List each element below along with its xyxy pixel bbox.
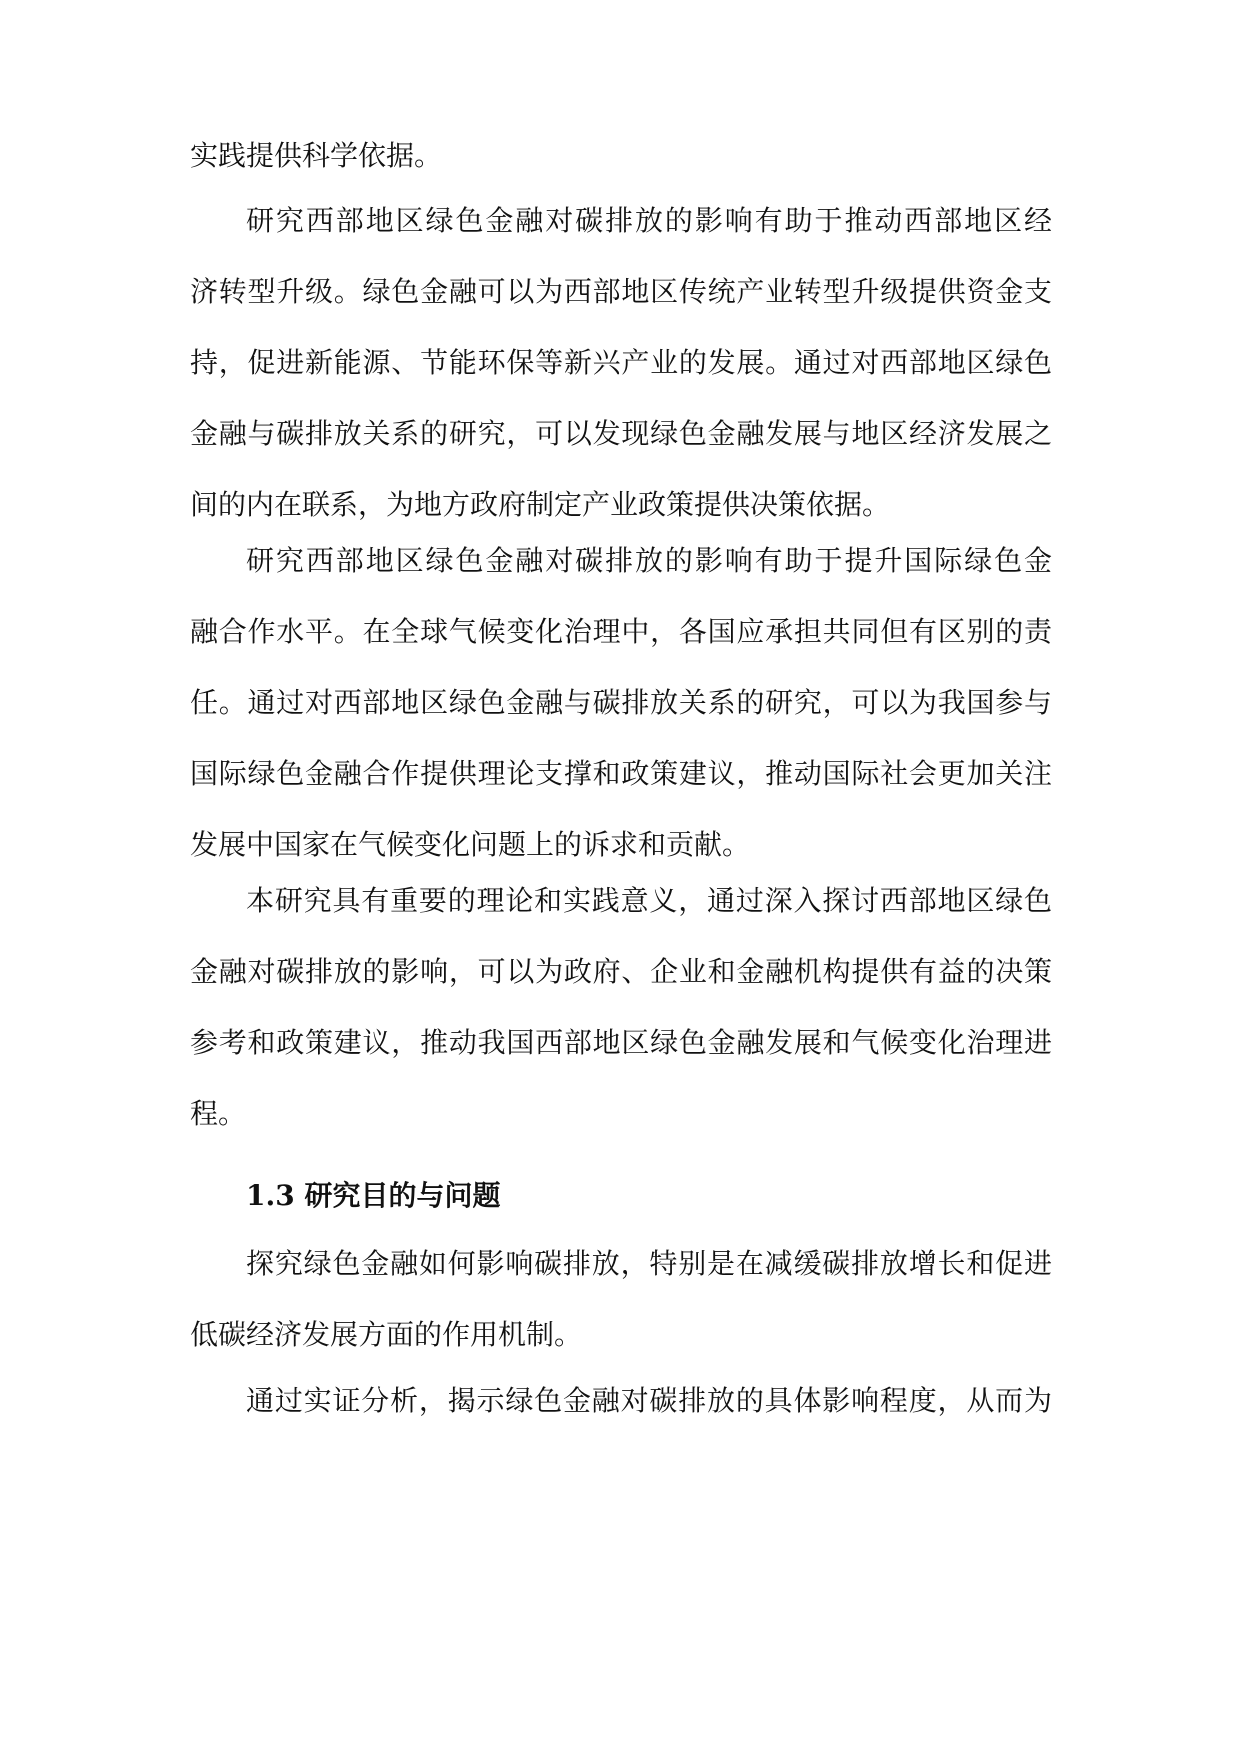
text-line: 金融与碳排放关系的研究，可以发现绿色金融发展与地区经济发展之 <box>190 417 1052 450</box>
paragraph-significance <box>190 865 1052 1149</box>
paragraph-international-cooperation <box>190 525 1052 880</box>
paragraph-research-purpose <box>190 1228 1052 1370</box>
section-heading: 1.3 研究目的与问题 <box>246 1179 501 1212</box>
text-line: 程。 <box>190 1097 247 1130</box>
text-line: 持，促进新能源、节能环保等新兴产业的发展。通过对西部地区绿色 <box>190 346 1052 379</box>
text-line: 低碳经济发展方面的作用机制。 <box>190 1318 583 1351</box>
paragraph-empirical-analysis <box>190 1365 1052 1436</box>
paragraph-continuation <box>190 120 1052 191</box>
paragraph-economic-transition <box>190 185 1052 540</box>
text-line: 融合作水平。在全球气候变化治理中，各国应承担共同但有区别的责 <box>190 615 1052 648</box>
text-line: 探究绿色金融如何影响碳排放，特别是在减缓碳排放增长和促进 <box>246 1247 1052 1280</box>
text-line: 发展中国家在气候变化问题上的诉求和贡献。 <box>190 828 751 861</box>
text-line: 任。通过对西部地区绿色金融与碳排放关系的研究，可以为我国参与 <box>190 686 1052 719</box>
text-line: 实践提供科学依据。 <box>190 139 443 172</box>
text-line: 研究西部地区绿色金融对碳排放的影响有助于推动西部地区经 <box>246 204 1052 237</box>
text-line: 间的内在联系，为地方政府制定产业政策提供决策依据。 <box>190 488 891 521</box>
text-line: 研究西部地区绿色金融对碳排放的影响有助于提升国际绿色金 <box>246 544 1052 577</box>
text-line: 济转型升级。绿色金融可以为西部地区传统产业转型升级提供资金支 <box>190 275 1052 308</box>
text-line: 通过实证分析，揭示绿色金融对碳排放的具体影响程度，从而为 <box>246 1384 1052 1417</box>
text-line: 金融对碳排放的影响，可以为政府、企业和金融机构提供有益的决策 <box>190 955 1052 988</box>
text-line: 参考和政策建议，推动我国西部地区绿色金融发展和气候变化治理进 <box>190 1026 1052 1059</box>
text-line: 本研究具有重要的理论和实践意义，通过深入探讨西部地区绿色 <box>246 884 1052 917</box>
text-line: 国际绿色金融合作提供理论支撑和政策建议，推动国际社会更加关注 <box>190 757 1052 790</box>
